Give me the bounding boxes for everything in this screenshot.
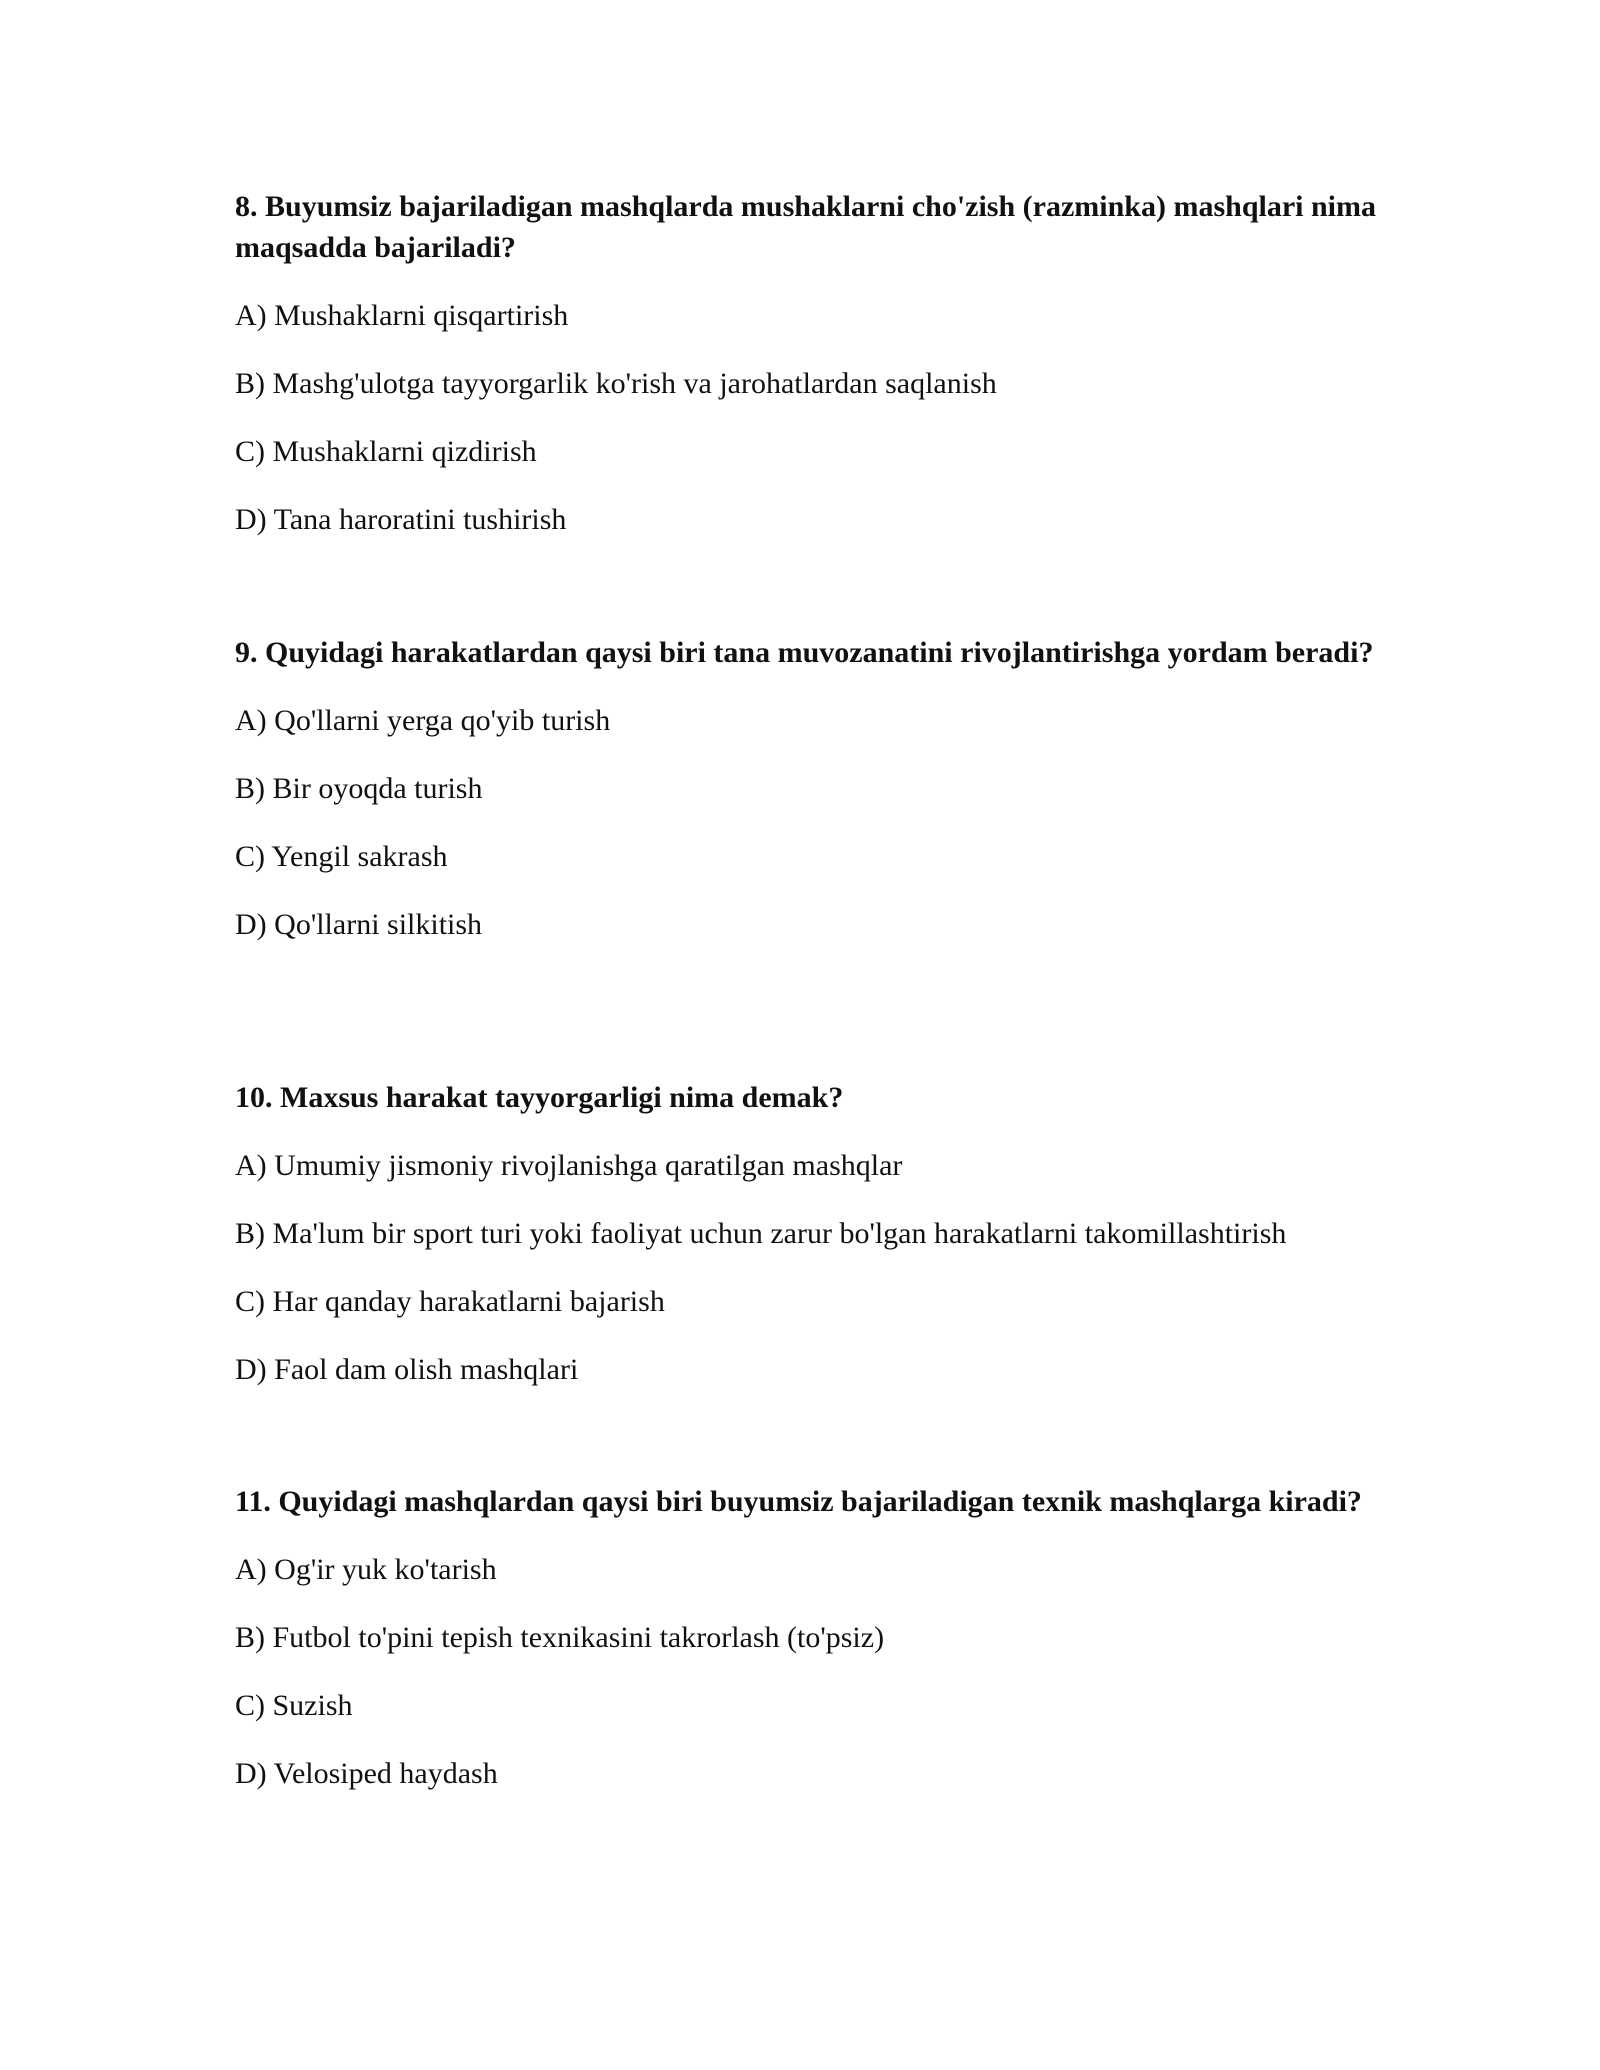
option-c: C) Mushaklarni qizdirish xyxy=(235,435,537,468)
option-c: C) Suzish xyxy=(235,1689,353,1722)
option-b: B) Mashg'ulotga tayyorgarlik ko'rish va jarohatlardan saqlanish xyxy=(235,367,997,400)
question-text: 10. Maxsus harakat tayyorgarligi nima demak? xyxy=(235,1081,844,1114)
answer-options xyxy=(235,1549,1385,1794)
option-c: C) Yengil sakrash xyxy=(235,840,448,873)
question-text: 11. Quyidagi mashqlardan qaysi biri buyumsiz bajariladigan texnik mashqlarga kiradi? xyxy=(235,1485,1362,1518)
option-b: B) Futbol to'pini tepish texnikasini takrorlash (to'psiz) xyxy=(235,1621,885,1654)
option-d: D) Faol dam olish mashqlari xyxy=(235,1353,579,1386)
answer-options xyxy=(235,1145,1385,1390)
option-c: C) Har qanday harakatlarni bajarish xyxy=(235,1285,665,1318)
option-a: A) Qo'llarni yerga qo'yib turish xyxy=(235,704,611,737)
option-a: A) Mushaklarni qisqartirish xyxy=(235,299,569,332)
answer-options xyxy=(235,295,1385,540)
option-d: D) Tana haroratini tushirish xyxy=(235,503,567,536)
option-b: B) Ma'lum bir sport turi yoki faoliyat uchun zarur bo'lgan harakatlarni takomillashtirish xyxy=(235,1217,1287,1250)
option-d: D) Qo'llarni silkitish xyxy=(235,908,483,941)
question-8 xyxy=(235,186,1385,540)
question-11 xyxy=(235,1481,1385,1794)
option-b: B) Bir oyoqda turish xyxy=(235,772,483,805)
question-10 xyxy=(235,1077,1385,1390)
option-a: A) Umumiy jismoniy rivojlanishga qaratilgan mashqlar xyxy=(235,1149,903,1182)
option-d: D) Velosiped haydash xyxy=(235,1757,498,1790)
answer-options xyxy=(235,700,1385,945)
question-text: 9. Quyidagi harakatlardan qaysi biri tana muvozanatini rivojlantirishga yordam beradi? xyxy=(235,636,1374,669)
question-text: 8. Buyumsiz bajariladigan mashqlarda mushaklarni cho'zish (razminka) mashqlari nima maqsadda bajariladi? xyxy=(235,190,1376,264)
option-a: A) Og'ir yuk ko'tarish xyxy=(235,1553,497,1586)
question-9 xyxy=(235,632,1385,945)
